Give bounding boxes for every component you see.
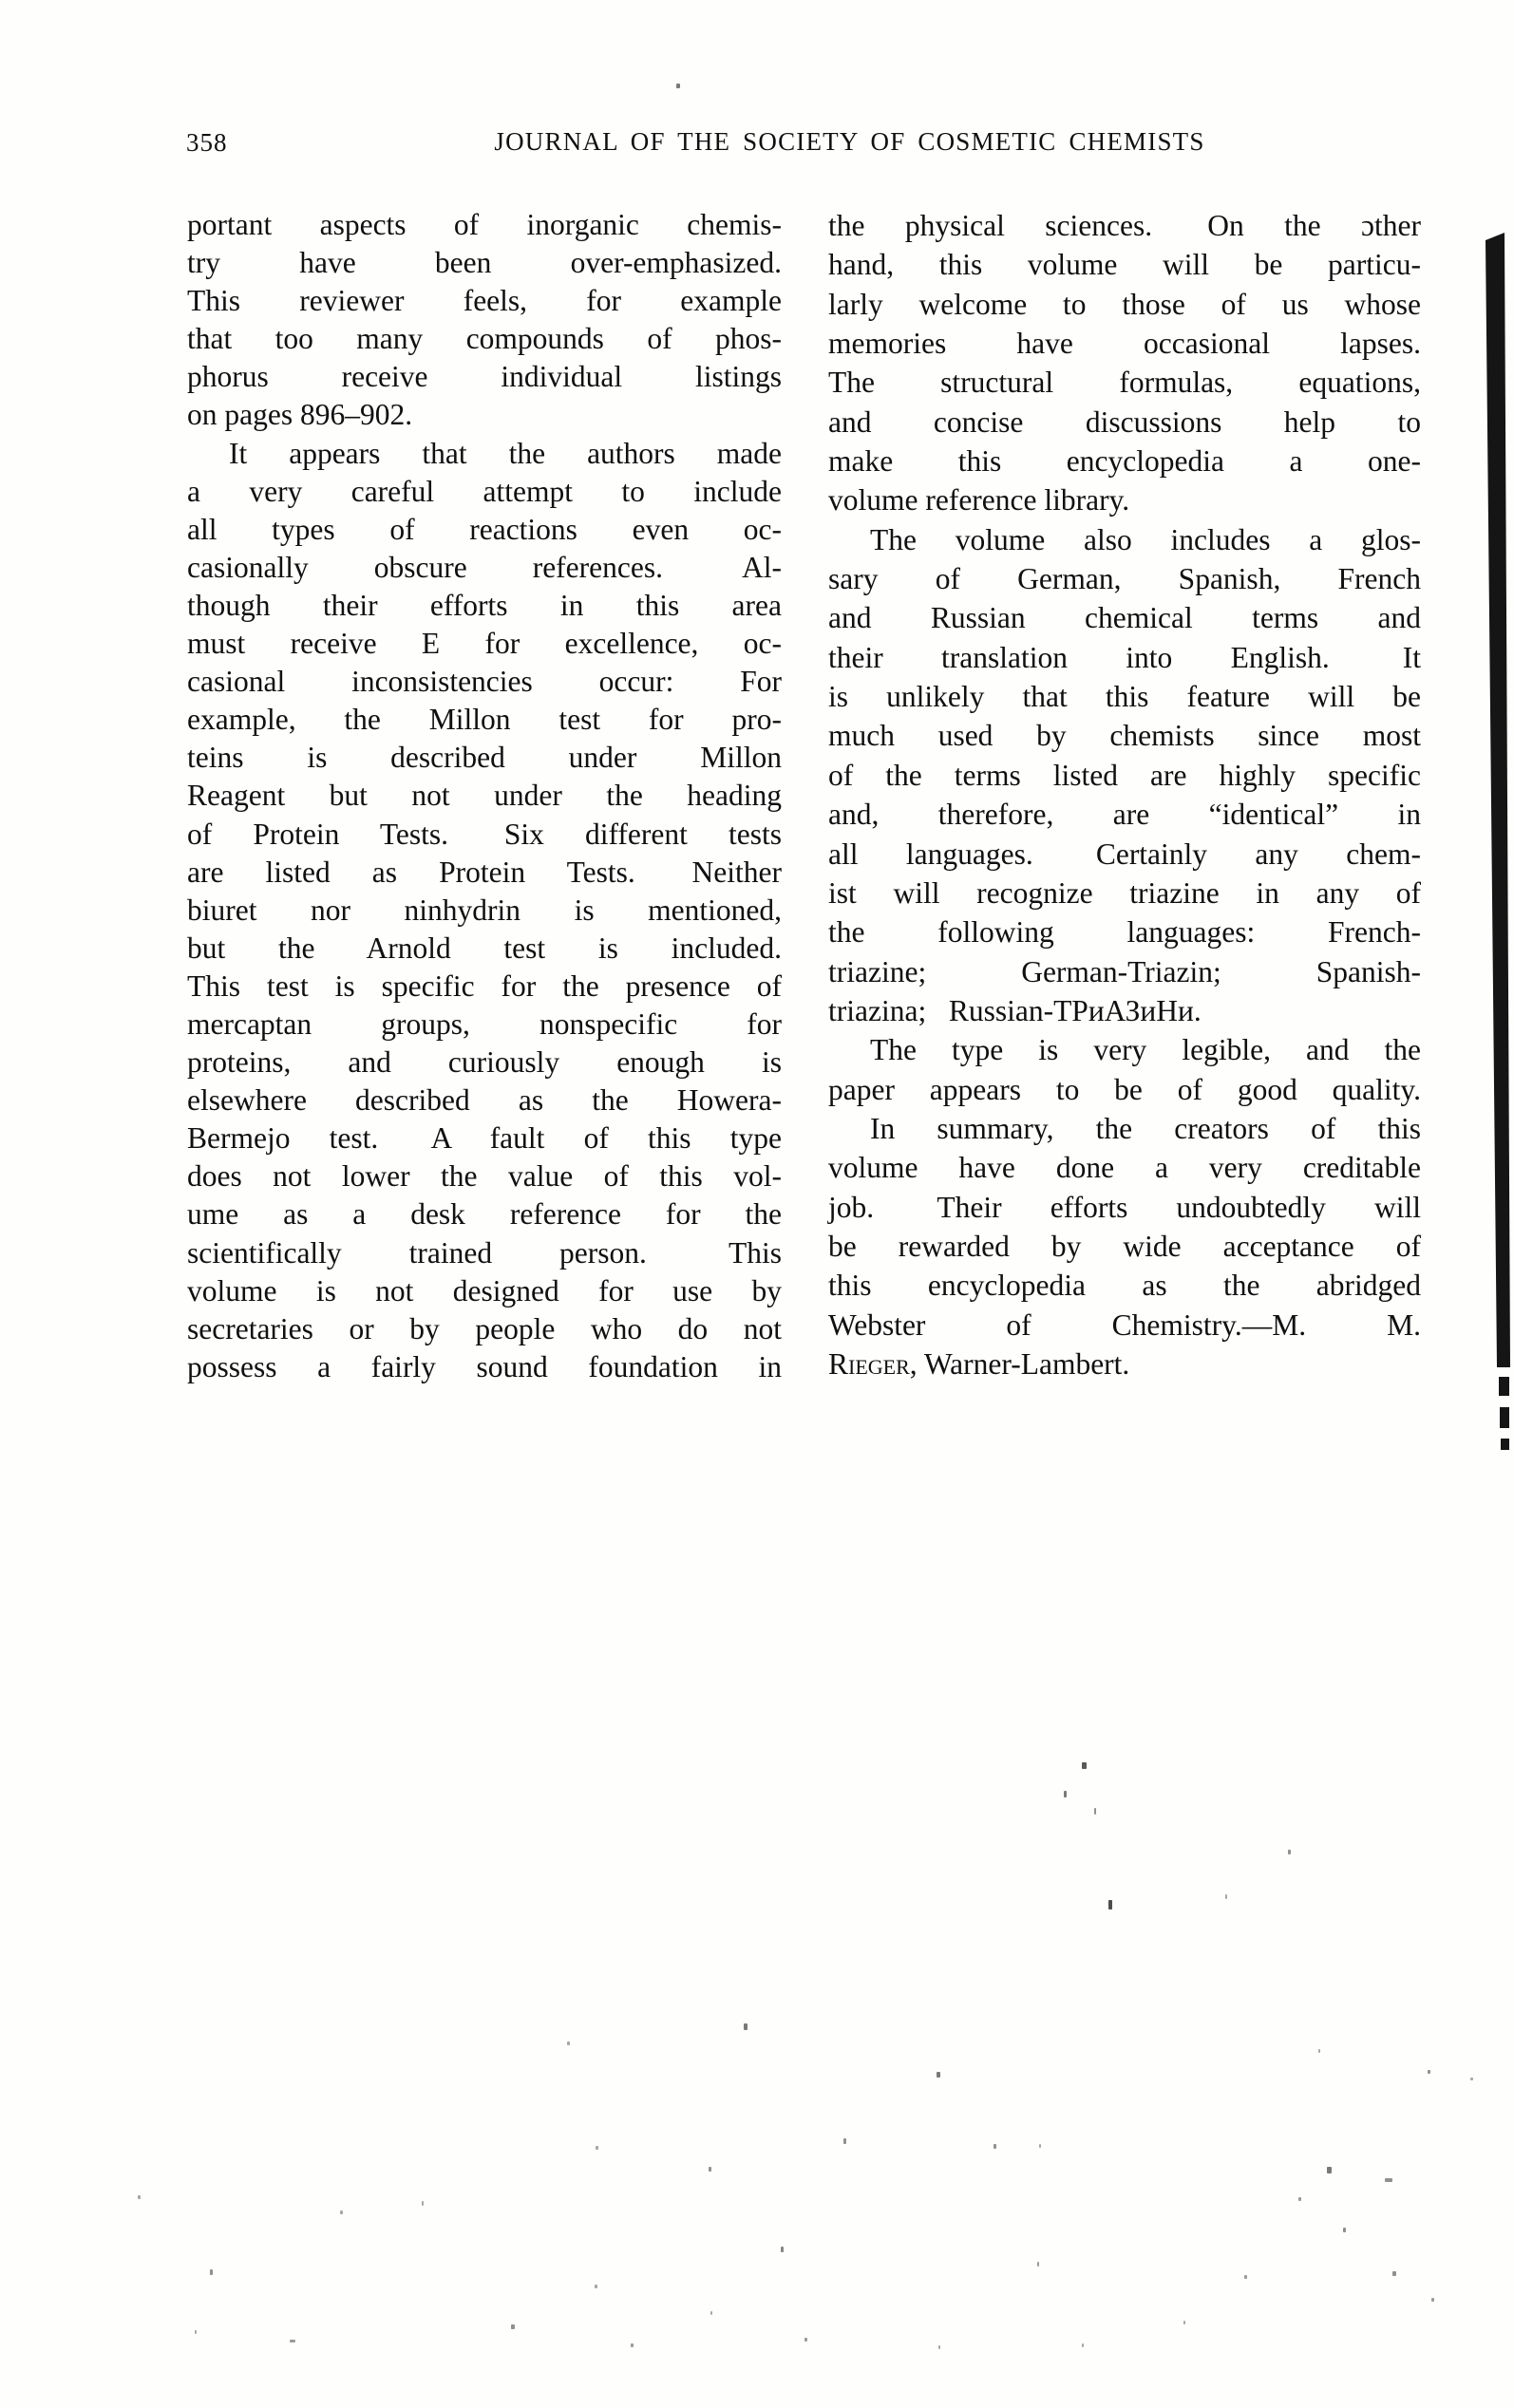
scan-speck xyxy=(1431,2298,1434,2302)
scan-speck xyxy=(1082,1762,1087,1769)
text-line: ume as a desk reference for the xyxy=(187,1197,782,1232)
text-line: Bermejo test. A fault of this type xyxy=(187,1121,782,1156)
scan-speck xyxy=(596,2146,598,2150)
text-line: biuret nor ninhydrin is mentioned, xyxy=(187,893,782,927)
text-line: triazine; German-Triazin; Spanish- xyxy=(828,954,1421,988)
journal-title: JOURNAL OF THE SOCIETY OF COSMETIC CHEMISTS xyxy=(494,127,1205,156)
scan-speck xyxy=(1327,2167,1332,2173)
text-column-right xyxy=(828,206,1421,1383)
text-line: The volume also includes a glos- xyxy=(870,522,1421,556)
text-line: paper appears to be of good quality. xyxy=(828,1072,1421,1106)
scan-speck xyxy=(804,2338,807,2342)
scan-speck xyxy=(938,2345,940,2349)
scan-speck xyxy=(631,2343,634,2347)
text-line: is unlikely that this feature will be xyxy=(828,680,1421,714)
scan-speck xyxy=(1298,2197,1301,2201)
scan-speck xyxy=(744,2023,748,2030)
text-line: are listed as Protein Tests. Neither xyxy=(187,855,782,889)
text-line: be rewarded by wide acceptance of xyxy=(828,1229,1421,1263)
scan-speck xyxy=(1064,1791,1067,1797)
text-line: mercaptan groups, nonspecific for xyxy=(187,1006,782,1041)
scan-speck xyxy=(422,2201,424,2206)
text-line: memories have occasional lapses. xyxy=(828,327,1421,361)
text-line: In summary, the creators of this xyxy=(870,1111,1421,1145)
scan-speck xyxy=(340,2210,343,2214)
text-line: The type is very legible, and the xyxy=(870,1033,1421,1067)
text-line: this encyclopedia as the abridged xyxy=(828,1269,1421,1303)
scan-speck xyxy=(567,2041,570,2045)
text-line: secretaries or by people who do not xyxy=(187,1311,782,1345)
text-line: This reviewer feels, for example xyxy=(187,284,782,318)
scan-speck xyxy=(1037,2262,1039,2267)
scan-speck xyxy=(1343,2228,1346,2232)
text-line: the following languages: French- xyxy=(828,915,1421,950)
text-line: the physical sciences. On the ɔther xyxy=(828,209,1421,242)
scan-edge-artifact xyxy=(1478,233,1514,1467)
text-line: casional inconsistencies occur: For xyxy=(187,665,782,699)
text-line: ist will recognize triazine in any of xyxy=(828,875,1421,910)
scan-speck xyxy=(1082,2343,1084,2347)
text-line: scientifically trained person. This xyxy=(187,1235,782,1270)
text-line: all types of reactions even oc- xyxy=(187,512,782,546)
text-line: elsewhere described as the Howera- xyxy=(187,1083,782,1118)
text-line: The structural formulas, equations, xyxy=(828,366,1421,400)
scan-speck xyxy=(1318,2049,1320,2053)
text-line: make this encyclopedia a one- xyxy=(828,444,1421,479)
scan-speck xyxy=(937,2072,940,2078)
text-line: does not lower the value of this vol- xyxy=(187,1159,782,1194)
scan-speck xyxy=(511,2324,515,2329)
scan-speck xyxy=(595,2285,597,2288)
text-line: teins is described under Millon xyxy=(187,741,782,775)
text-line: try have been over-emphasized. xyxy=(187,246,782,280)
text-line: triazina; Russian-ТРиАЗиНи. xyxy=(828,993,1202,1027)
scan-speck xyxy=(1470,2078,1473,2080)
scan-speck xyxy=(710,2311,712,2315)
text-line: It appears that the authors made xyxy=(229,436,782,470)
text-line: phorus receive individual listings xyxy=(187,360,782,394)
text-line: Reagent but not under the heading xyxy=(187,779,782,813)
text-line: volume is not designed for use by xyxy=(187,1273,782,1307)
scan-speck xyxy=(1183,2321,1185,2324)
text-line: Rieger, Warner-Lambert. xyxy=(828,1346,1130,1381)
text-line: hand, this volume will be particu- xyxy=(828,248,1421,282)
text-line: volume have done a very creditable xyxy=(828,1151,1421,1185)
scan-speck xyxy=(290,2340,295,2342)
text-line: casionally obscure references. Al- xyxy=(187,550,782,584)
scan-speck xyxy=(1385,2178,1392,2182)
text-line: larly welcome to those of us whose xyxy=(828,287,1421,321)
text-line: must receive E for excellence, oc- xyxy=(187,627,782,661)
text-line: of Protein Tests. Six different tests xyxy=(187,817,782,851)
text-line: This test is specific for the presence of xyxy=(187,969,782,1003)
text-line: possess a fairly sound foundation in xyxy=(187,1349,782,1383)
text-column-left xyxy=(187,206,782,1386)
text-line: on pages 896–902. xyxy=(187,398,413,432)
scan-speck xyxy=(781,2247,784,2252)
page-number: 358 xyxy=(186,128,228,157)
text-line: that too many compounds of phos- xyxy=(187,322,782,356)
text-line: job. Their efforts undoubtedly will xyxy=(828,1190,1421,1224)
scan-speck xyxy=(994,2144,996,2149)
scan-speck xyxy=(843,2138,846,2144)
scan-speck xyxy=(676,84,680,88)
scan-speck xyxy=(195,2330,197,2334)
text-line: of the terms listed are highly specific xyxy=(828,758,1421,792)
scan-speck xyxy=(1288,1850,1291,1854)
scan-speck xyxy=(138,2195,141,2199)
text-line: Webster of Chemistry.—M. M. xyxy=(828,1307,1421,1342)
text-line: sary of German, Spanish, French xyxy=(828,562,1421,596)
text-line: portant aspects of inorganic chemis- xyxy=(187,208,782,241)
text-line: and, therefore, are “identical” in xyxy=(828,798,1421,832)
scan-speck xyxy=(1225,1894,1227,1899)
scan-speck xyxy=(1039,2144,1041,2148)
text-line: a very careful attempt to include xyxy=(187,474,782,508)
scan-speck xyxy=(1428,2070,1430,2074)
text-line: volume reference library. xyxy=(828,483,1130,517)
text-line: example, the Millon test for pro- xyxy=(187,703,782,737)
scan-speck xyxy=(1094,1808,1096,1815)
text-line: and concise discussions help to xyxy=(828,404,1421,439)
scan-speck xyxy=(210,2269,213,2275)
text-line: but the Arnold test is included. xyxy=(187,931,782,965)
scan-speck xyxy=(1392,2271,1396,2276)
text-line: proteins, and curiously enough is xyxy=(187,1045,782,1080)
scan-speck xyxy=(1108,1900,1112,1909)
text-line: their translation into English. It xyxy=(828,640,1421,674)
text-line: much used by chemists since most xyxy=(828,719,1421,753)
text-line: though their efforts in this area xyxy=(187,588,782,622)
scan-speck xyxy=(1244,2275,1247,2279)
text-line: and Russian chemical terms and xyxy=(828,601,1421,635)
text-line: all languages. Certainly any chem- xyxy=(828,837,1421,871)
scan-speck xyxy=(709,2167,711,2172)
